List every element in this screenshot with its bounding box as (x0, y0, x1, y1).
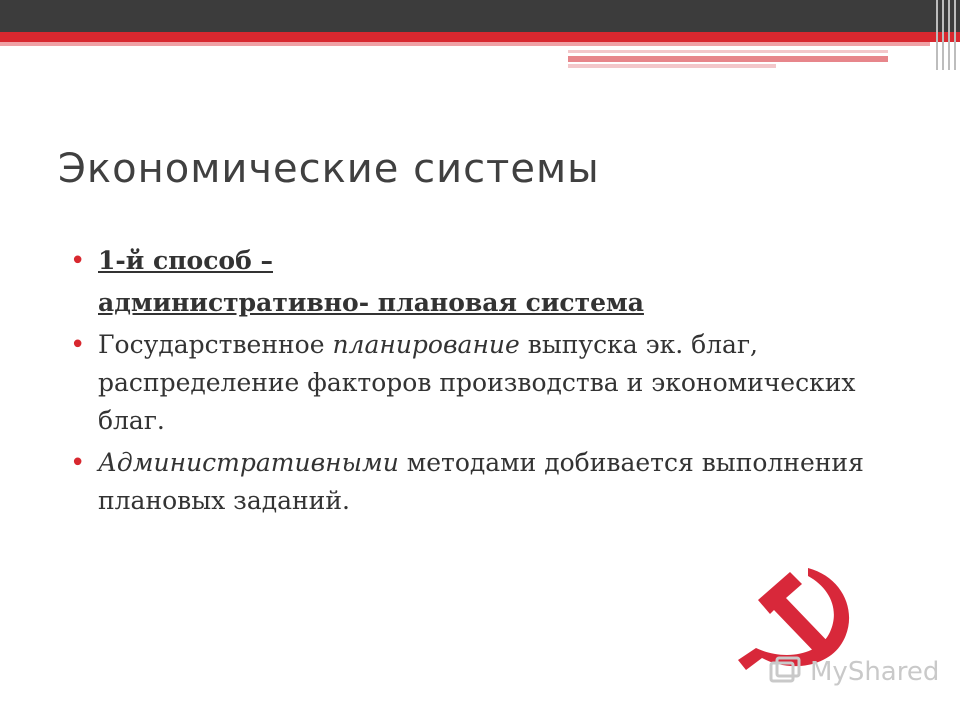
bullet-text: выпуска эк. благ, распределение факторов производства и экономических благ. (98, 330, 856, 435)
bullet-emphasis: планирование (332, 330, 520, 359)
header-stripes (930, 0, 960, 70)
slide-title: Экономические системы (58, 146, 600, 192)
bullet-item (70, 326, 920, 440)
bullet-emphasis: Административными (98, 448, 399, 477)
header-accent-line (568, 56, 888, 62)
bullet-text: методами добивается выполнения плановых заданий. (98, 448, 864, 515)
header-accent-line (568, 50, 888, 53)
header-dark-bar (0, 0, 960, 32)
bullet-item (70, 242, 920, 280)
system-name: административно- плановая система (98, 288, 644, 317)
header-pink-bar (0, 42, 930, 46)
header-red-bar (0, 32, 960, 42)
bullet-heading: 1-й способ – (98, 246, 273, 275)
watermark-text: MyShared (810, 657, 940, 687)
bullet-continuation (70, 284, 920, 322)
slide-content (70, 242, 920, 524)
bullet-item (70, 444, 920, 520)
watermark (768, 652, 939, 692)
myshared-logo-icon (768, 655, 802, 689)
bullet-text: Государственное (98, 330, 333, 359)
header-accent-line (568, 64, 776, 68)
